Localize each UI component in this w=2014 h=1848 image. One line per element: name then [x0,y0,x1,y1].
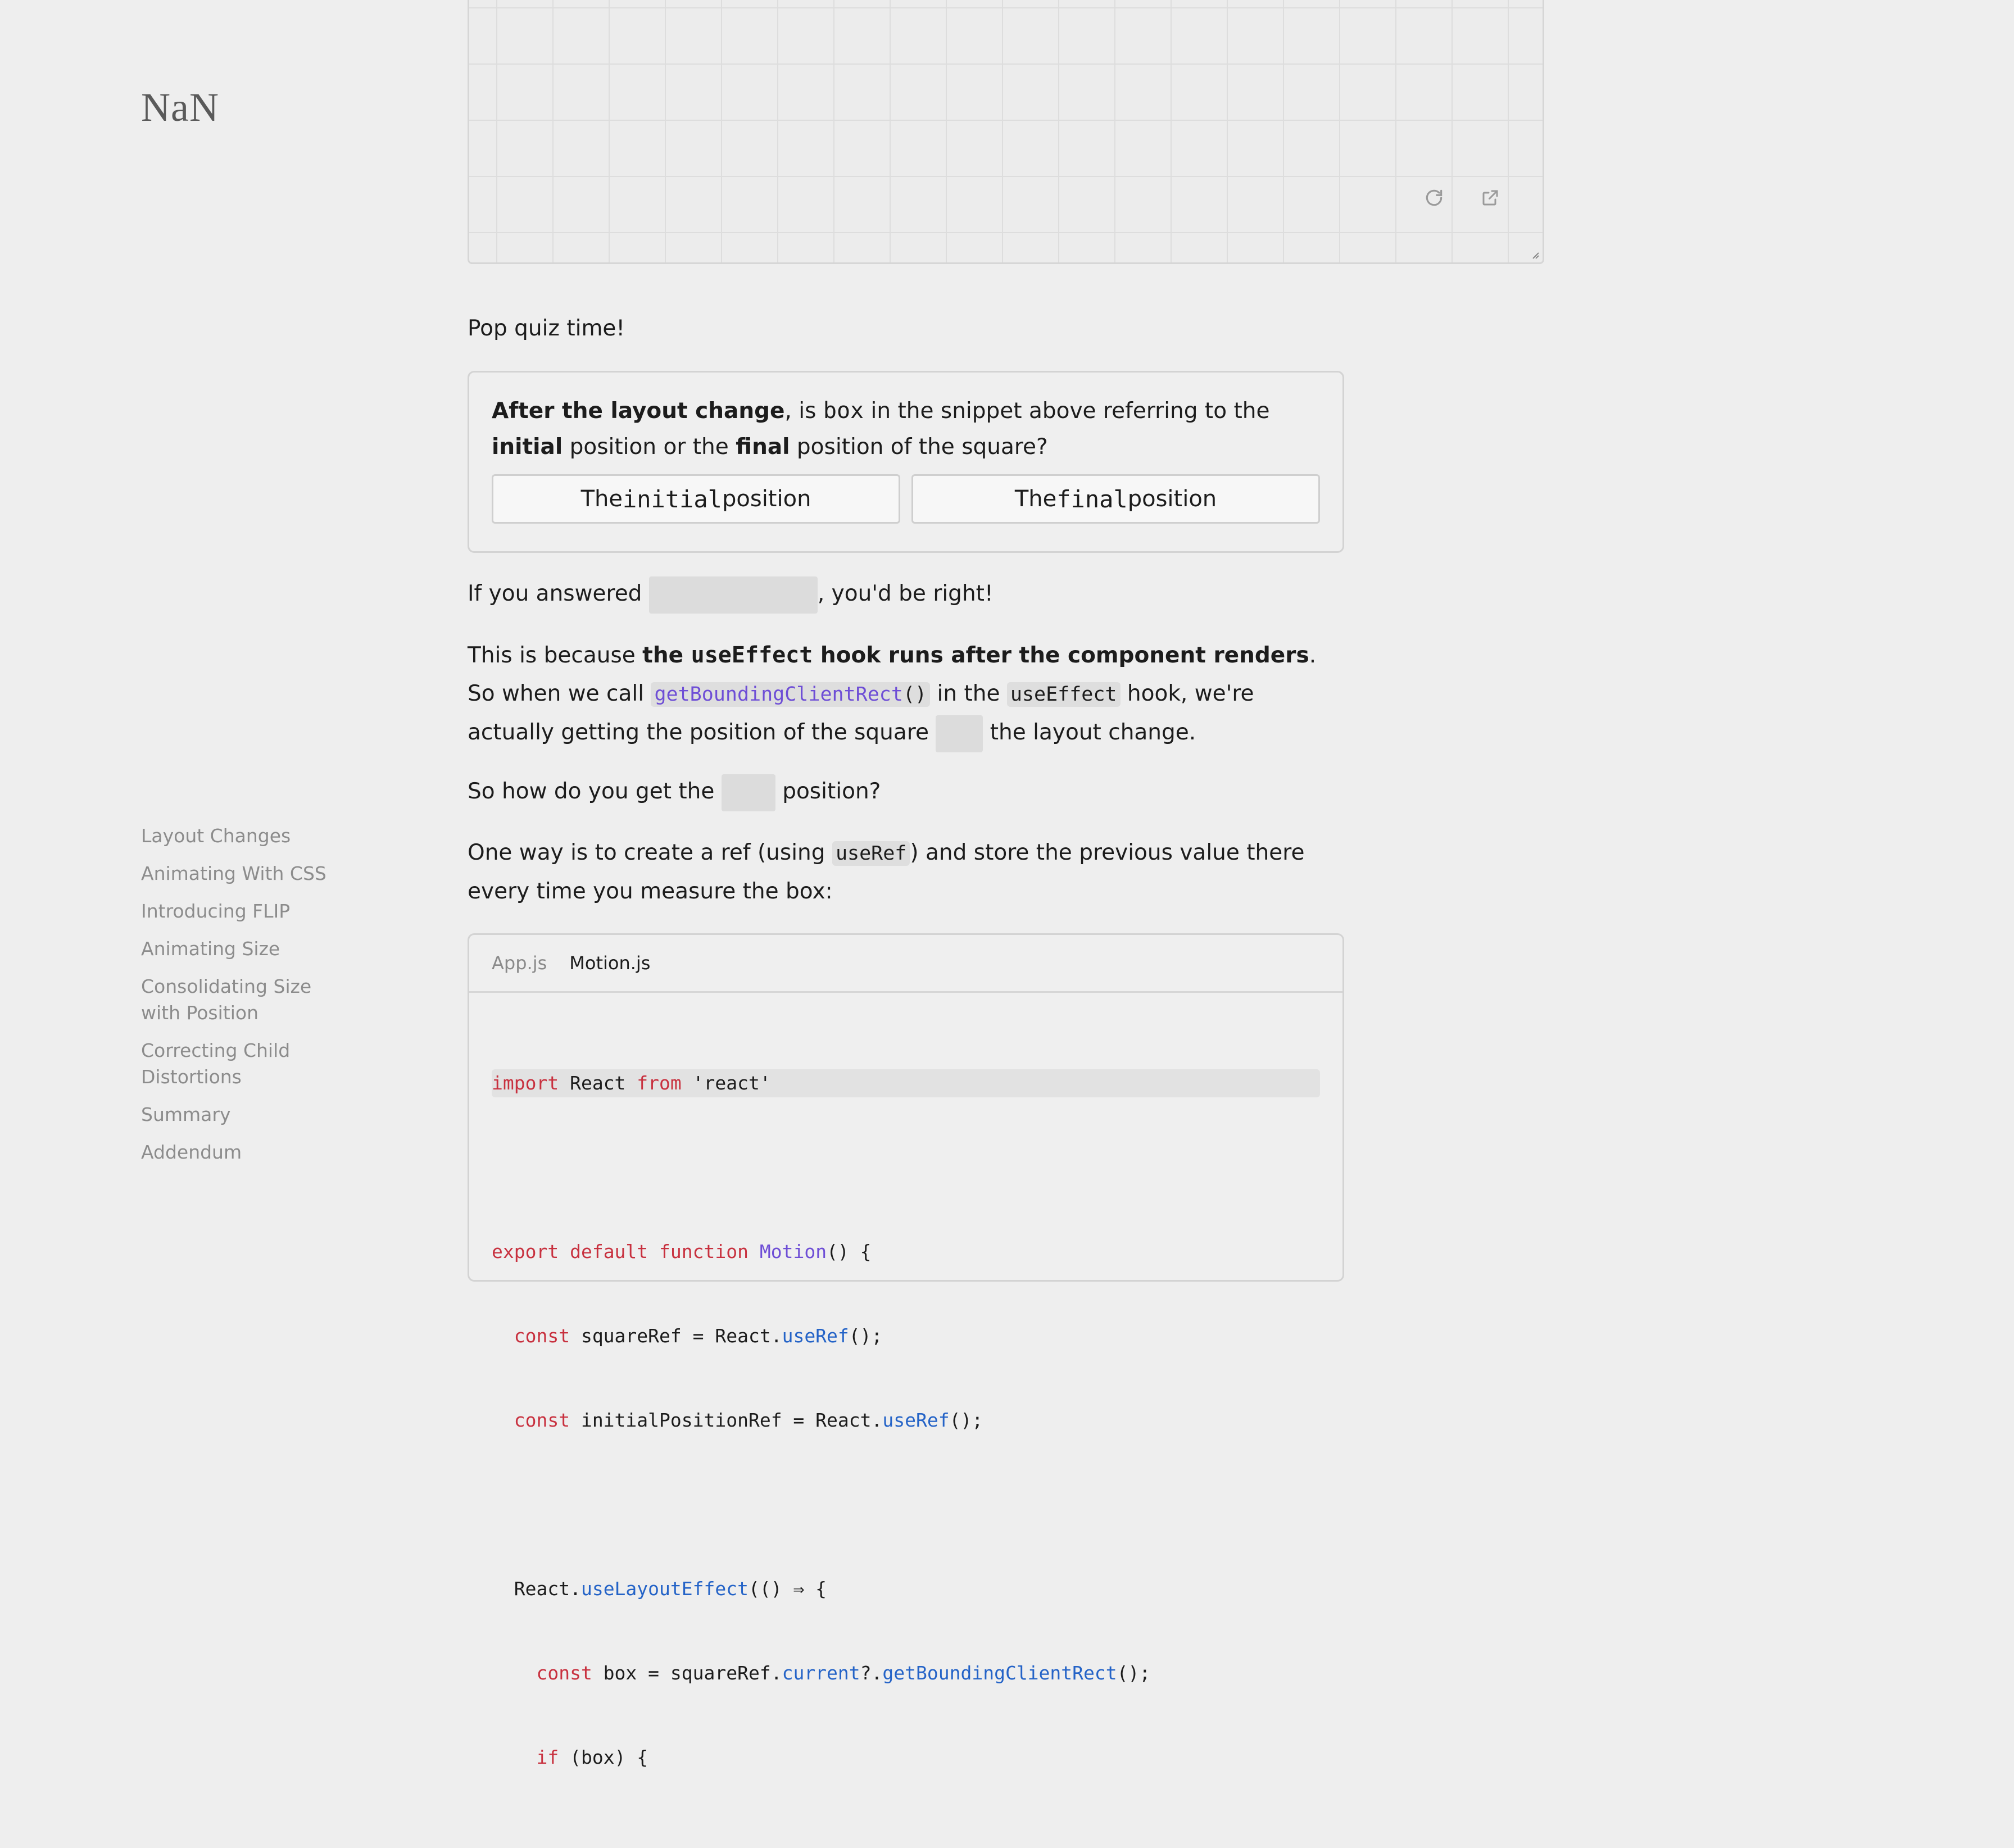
toc-item-addendum[interactable]: Addendum [141,1141,242,1163]
solution-paragraph: One way is to create a ref (using useRef ) and store the previous value there every time you measure the box: [468,840,1305,904]
toc-item-consolidating-size[interactable]: Consolidating Size with Position [141,975,312,1024]
code-editor [468,933,1344,1768]
answer-blank [649,576,818,614]
code-line [492,1491,1320,1519]
explanation-paragraph: This is because the useEffect hook runs after the component renders. So when we call getBoundingClientRect() in the useEffect hook, we're actually getting the position of the square the layout change. [468,636,1344,752]
toc-item-layout-changes[interactable]: Layout Changes [141,825,291,847]
toc-item-summary[interactable]: Summary [141,1104,231,1125]
quiz-option-initial[interactable]: The initial position [492,474,900,524]
question-paragraph: So how do you get the position? [468,773,1344,811]
code-line: if (box) { [492,1746,648,1768]
quiz-box [468,371,1344,553]
tab-motion-js[interactable]: Motion.js [569,952,651,974]
code-useeffect: useEffect [1007,682,1121,707]
code-line: const box = squareRef.current?.getBoundingClientRect(); [492,1662,1151,1684]
code-content[interactable] [469,993,1342,1848]
code-line: export default function Motion() { [492,1241,872,1263]
code-line: React.useLayoutEffect(() ⇒ { [492,1578,827,1600]
toc-item-animating-size[interactable]: Animating Size [141,938,280,960]
toc-item-correcting-child-distortions[interactable]: Correcting Child Distortions [141,1039,291,1088]
resize-handle-icon[interactable] [1530,250,1539,259]
code-useref: useRef [832,841,910,866]
toc-item-animating-with-css[interactable]: Animating With CSS [141,862,326,884]
code-line: import React from 'react' [492,1069,1320,1097]
code-line: const initialPositionRef = React.useRef(); [492,1409,983,1431]
intro-text: Pop quiz time! [468,316,625,341]
timing-blank [936,715,983,752]
answer-paragraph: If you answered , you'd be right! [468,575,1344,614]
editor-tabs [469,935,1342,993]
code-getboundingclientrect: getBoundingClientRect() [651,682,930,707]
table-of-contents [141,823,343,1177]
external-link-icon[interactable] [1476,184,1504,212]
code-line: const squareRef = React.useRef(); [492,1325,883,1347]
quiz-option-final[interactable]: The final position [911,474,1320,524]
site-logo[interactable]: NaN [141,85,219,130]
position-blank [722,774,775,811]
code-line [492,1154,1320,1182]
quiz-question: After the layout change, is box in the snippet above referring to the initial position or the final position of the square? [492,398,1270,460]
toc-item-introducing-flip[interactable]: Introducing FLIP [141,900,291,922]
refresh-icon[interactable] [1420,184,1448,212]
demo-canvas [468,0,1544,264]
tab-app-js[interactable]: App.js [492,952,547,974]
